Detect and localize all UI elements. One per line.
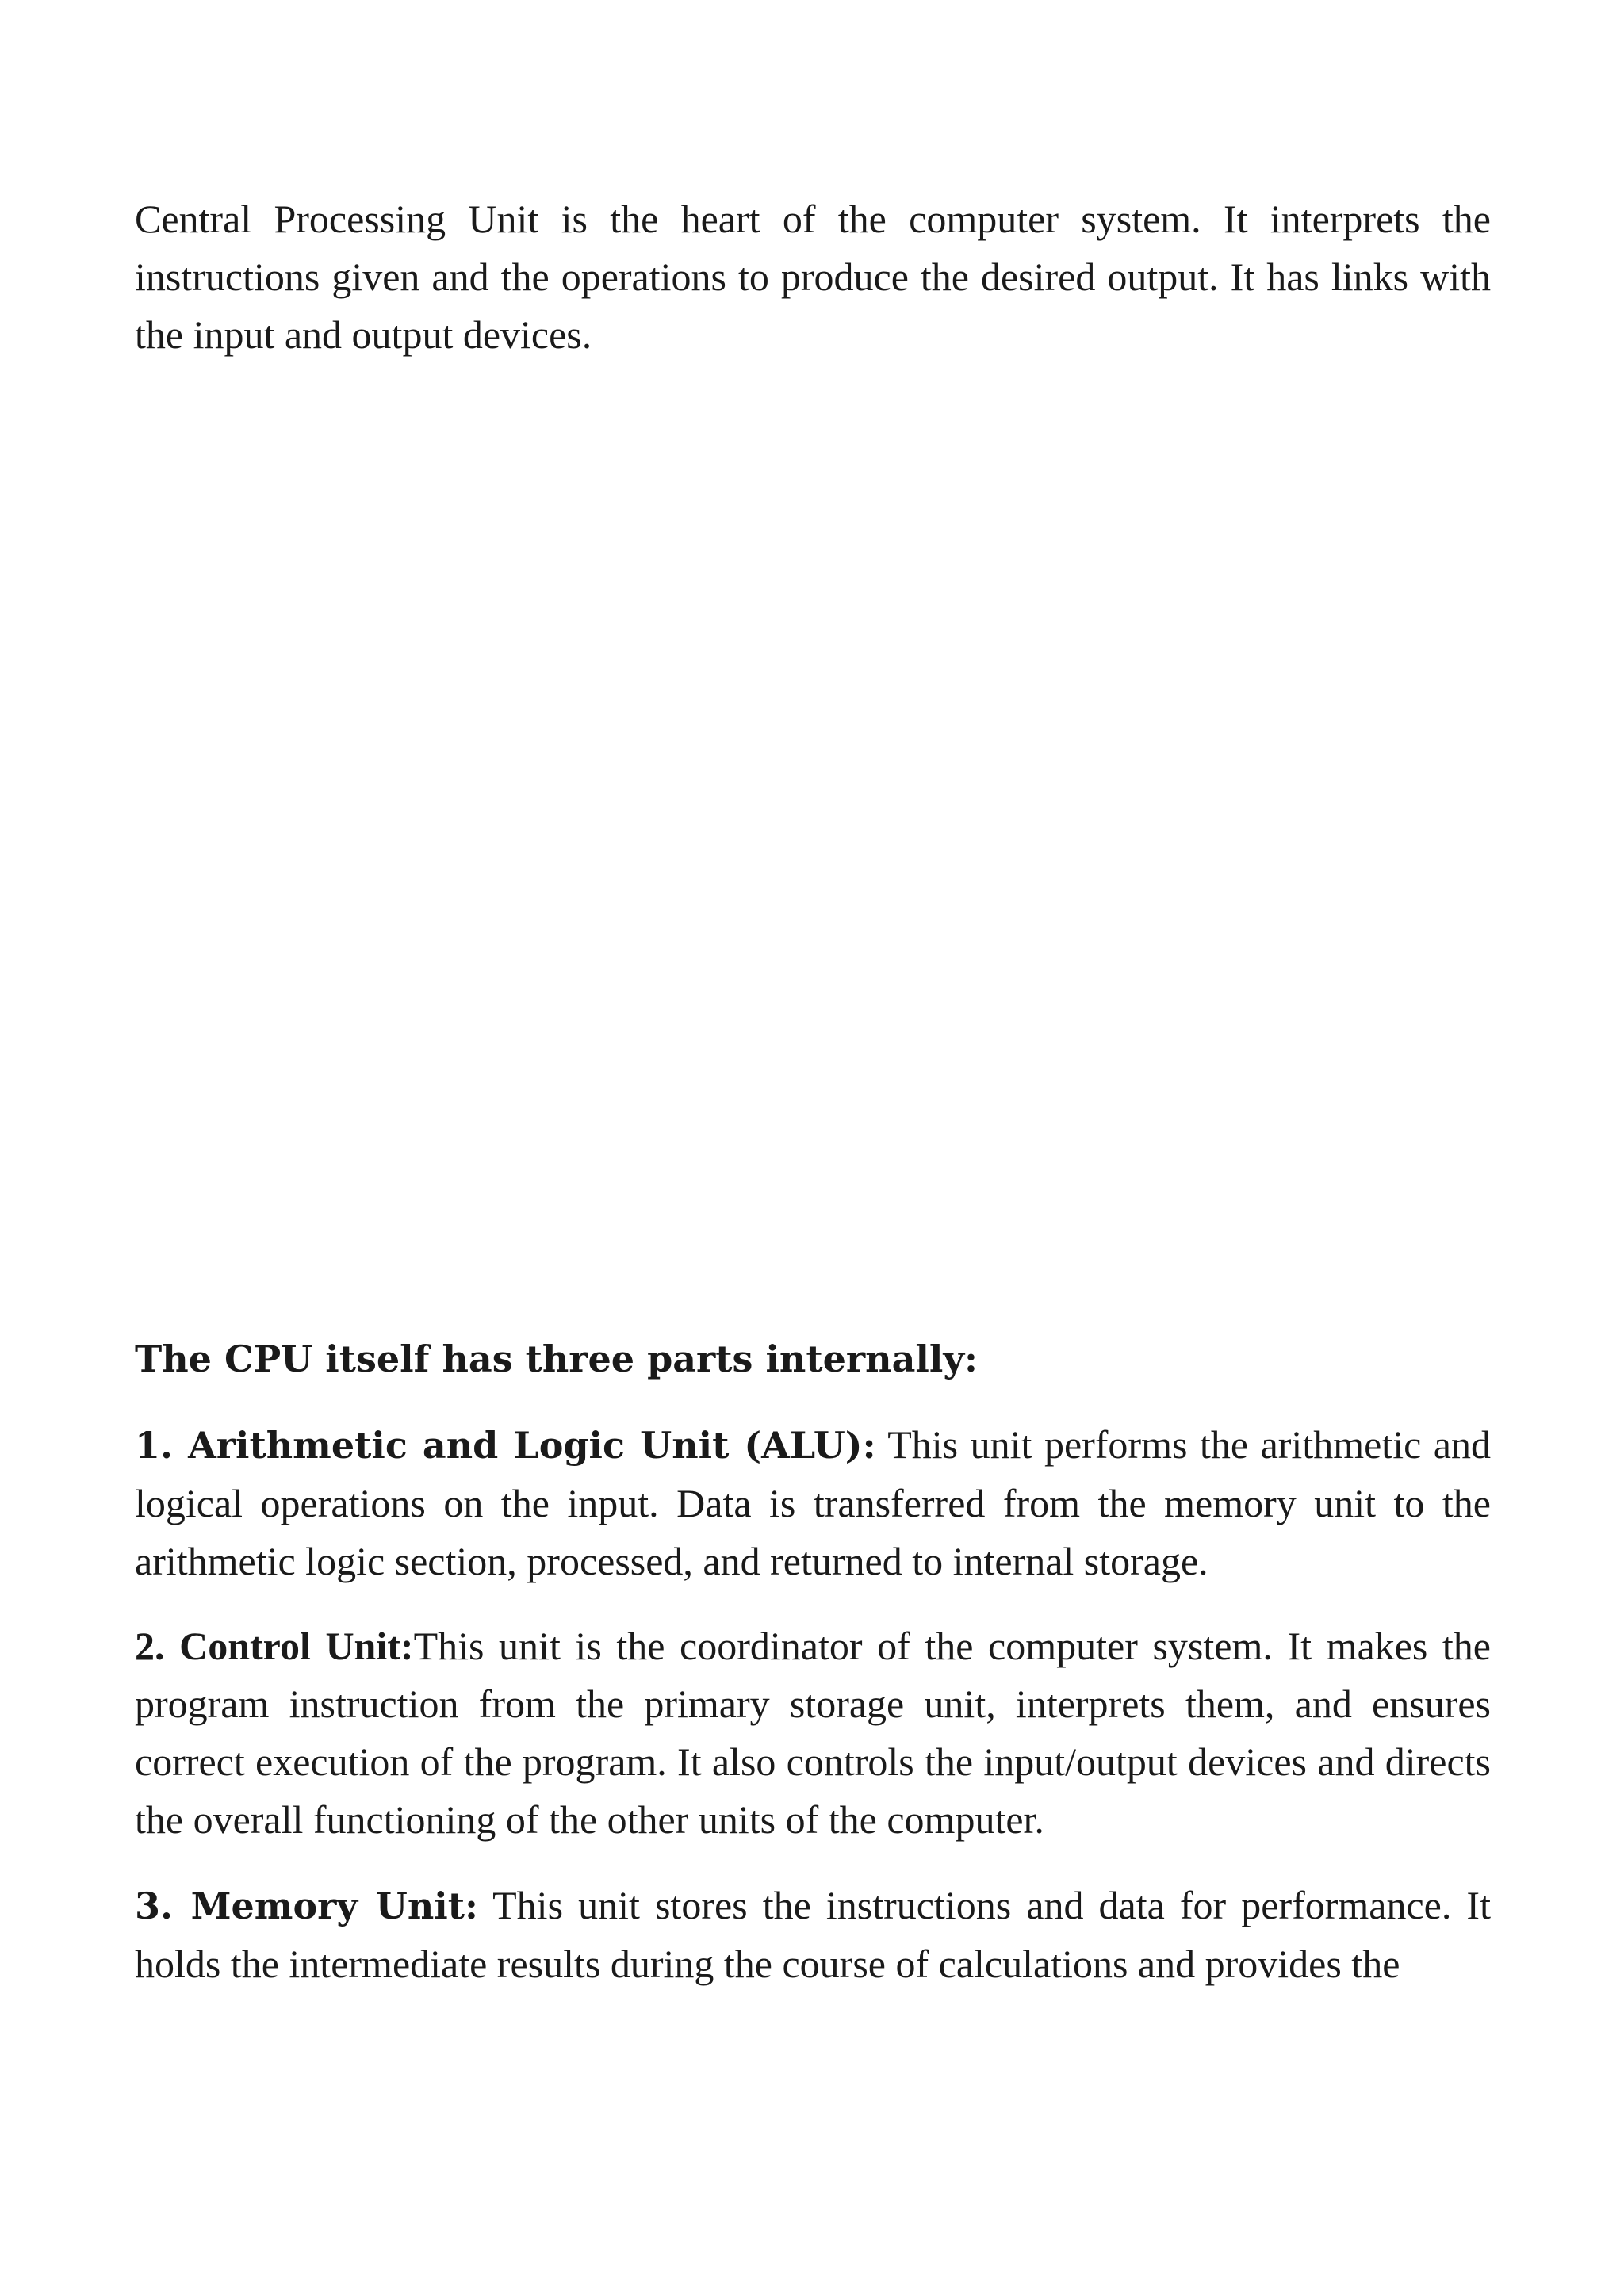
list-item-text: This unit stores the instructions and data for performance. It holds the intermediate results during the course of calculations and provides the [135, 1883, 1491, 1986]
section-heading: The CPU itself has three parts internally: [135, 1337, 979, 1380]
list-item-text: This unit is the coordinator of the computer system. It makes the program instruction from the primary storage unit, interprets them, and ensures correct execution of the program. It also controls the input/output devices and directs the overall functioning of the other units of the computer. [135, 1624, 1492, 1842]
list-item-control-unit [135, 1617, 1491, 1849]
list-item-text: This unit performs the arithmetic and logical operations on the input. Data is transferred from the memory unit to the arithmetic logic section, processed, and returned to internal storage. [135, 1422, 1492, 1583]
list-item-alu [135, 1416, 1491, 1590]
list-item-term: 1. Arithmetic and Logic Unit (ALU): [135, 1424, 876, 1467]
list-item-term: 3. Memory Unit: [135, 1885, 478, 1927]
list-item-term: 2. Control Unit: [135, 1624, 414, 1668]
intro-paragraph: Central Processing Unit is the heart of the computer system. It interprets the instructions given and the operations to produce the desired output. It has links with the input and output devices. [135, 197, 1491, 357]
list-item-memory-unit [135, 1877, 1491, 1993]
